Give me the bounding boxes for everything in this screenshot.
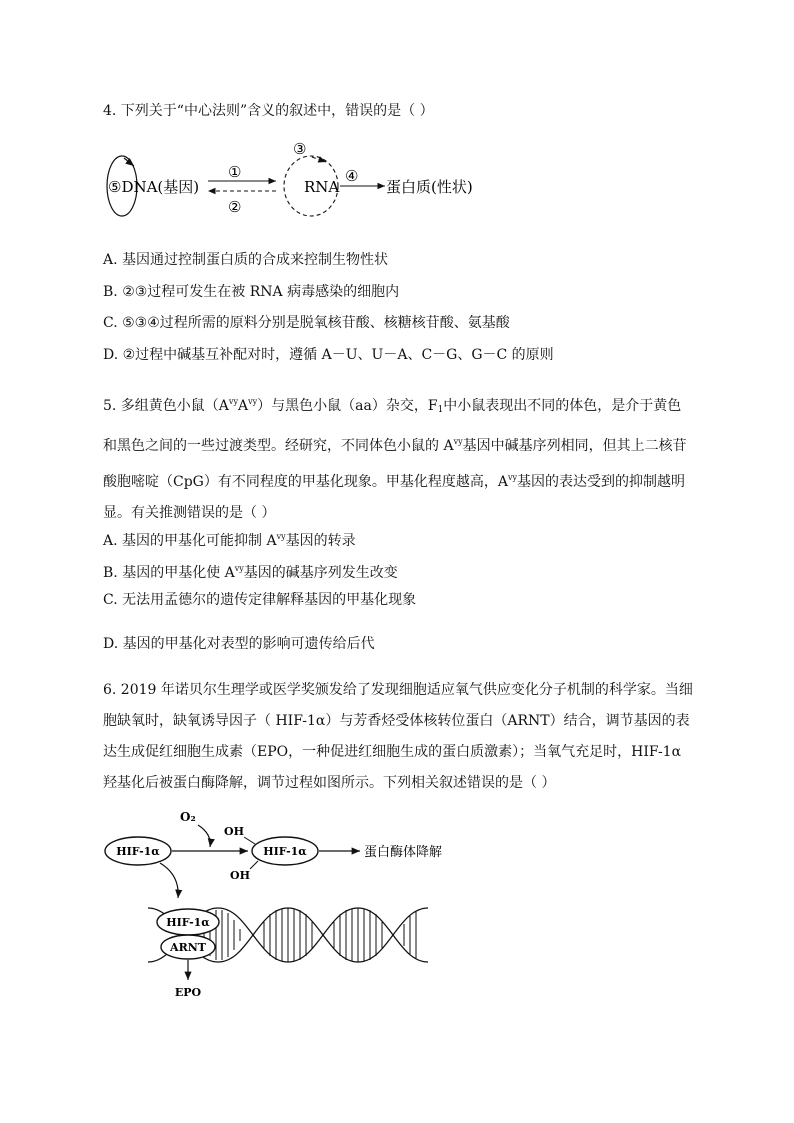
protein-label: 蛋白质(性状)	[386, 178, 473, 196]
oh-top-label: OH	[224, 825, 244, 838]
n1-label: ①	[228, 163, 242, 181]
q5-option-b: B. 基因的甲基化使 $A^{vy}$基因的碱基序列发生改变	[103, 564, 398, 581]
q4-option-d: D. ②过程中碱基互补配对时，遵循 A－U、U－A、C－G、G－C 的原则	[103, 347, 554, 363]
q5-option-a: A. 基因的甲基化可能抑制 $A^{vy}$基因的转录	[103, 532, 356, 549]
q5-option-d: D. 基因的甲基化对表型的影响可遗传给后代	[103, 636, 375, 652]
hif-1a-label: HIF-1α	[116, 845, 160, 858]
proteasome-degradation-label: 蛋白酶体降解	[364, 845, 443, 860]
q4-option-b: B. ②③过程可发生在被 RNA 病毒感染的细胞内	[103, 284, 400, 300]
hydroxylated-hif-1a-label: HIF-1α	[263, 845, 307, 858]
rna-label: RNA	[304, 178, 340, 196]
n4-label: ④	[345, 167, 359, 185]
arnt-label: ARNT	[170, 941, 206, 954]
bound-hif-1a-label: HIF-1α	[166, 916, 210, 929]
n2-label: ②	[228, 198, 242, 216]
n3-label: ③	[293, 140, 307, 158]
dna-label: ⑤DNA(基因)	[108, 178, 200, 196]
q5-option-c: C. 无法用孟德尔的遗传定律解释基因的甲基化现象	[103, 592, 417, 608]
q6-stem: 6. 2019 年诺贝尔生理学或医学奖颁发给了发现细胞适应氧气供应变化分子机制的科学家。当细胞缺氧时，缺氧诱导因子（ HIF-1α）与芳香烃受体核转位蛋白（ARNT）结合，调节基因的表达生成促红细胞生成素（EPO，一种促进红细胞生成的蛋白质激素）；当氧气充足时，HIF-1α羟基化后被蛋白酶降解，调节过程如图所示。下列相关叙述错误的是（ ）	[103, 682, 693, 791]
epo-label: EPO	[174, 986, 202, 999]
o2-label: O₂	[180, 810, 196, 824]
q4-option-a: A. 基因通过控制蛋白质的合成来控制生物性状	[103, 252, 389, 268]
hif-regulation-diagram	[100, 800, 450, 1005]
central-dogma-diagram	[100, 136, 500, 226]
oh-bottom-label: OH	[230, 869, 250, 882]
q4-option-c: C. ⑤③④过程所需的原料分别是脱氧核苷酸、核糖核苷酸、氨基酸	[103, 315, 510, 331]
q5-stem: 5. 多组黄色小鼠$(A^{vy}A^{vy})$与黑色小鼠（aa）杂交，$F_1$中小鼠表现出不同的体色，是介于黄色和黑色之间的一些过渡类型。经研究，不同体色小鼠的 $A^{vy}$基因中碱基序列相同，但其上二核苷酸胞嘧啶（CpG）有不同程度的甲基化现象。甲基化程度越高，$A^{vy}$基因的表达受到的抑制越明显。有关推测错误的是（ ）	[103, 397, 687, 521]
q4-stem: 4. 下列关于“中心法则”含义的叙述中，错误的是（ ）	[103, 103, 434, 119]
